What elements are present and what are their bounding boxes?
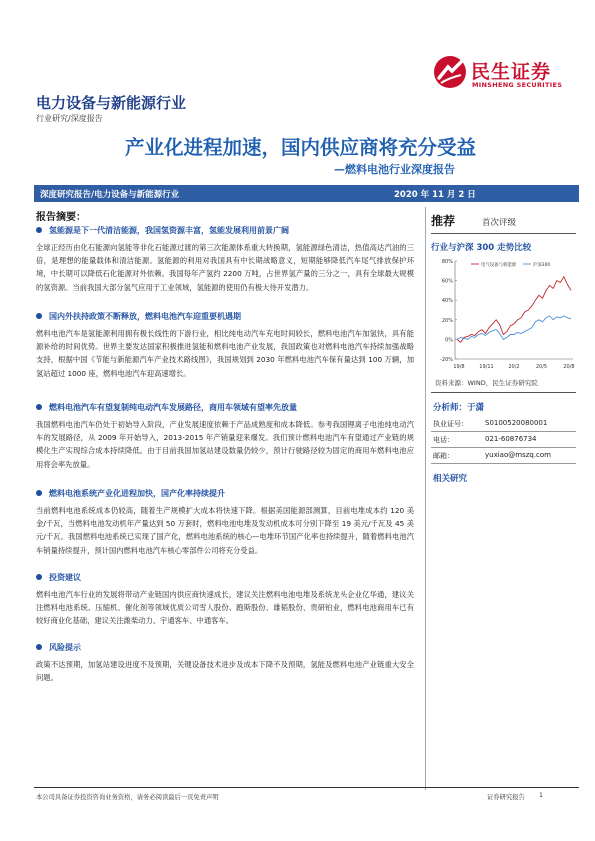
- header-bar-date: 2020 年 11 月 2 日: [394, 190, 476, 200]
- divider: [431, 463, 576, 464]
- y-tick-label: 40%: [441, 298, 453, 305]
- series-line-0: [457, 277, 571, 343]
- divider: [431, 431, 576, 432]
- section-heading: 风险提示: [36, 641, 414, 654]
- section-body: 燃料电池汽车行业的发展将带动产业链国内供应商快速成长，建议关注燃料电池电堆及系统龙头企业亿华通，建议关注燃料电池系统、压缩机、催化剂等领域优质公司雪人股份、跑斯股份、雄韬股份、贵研铂业，燃料电池商用车已有较好商业化基础，建议关注潍柴动力、宇通客车、中通客车。: [36, 590, 414, 626]
- bullet-icon: [36, 490, 42, 496]
- section-heading: 燃料电池汽车有望复制纯电动汽车发展路径，商用车领域有望率先放量: [36, 401, 414, 414]
- section-body: 燃料电池汽车是氢能源利用拥有极长线性的下游行业，相比纯电动汽车充电时间较长，燃料电池汽车加氢快，具有能源补给的时间优势。世界主要发达国家积极推进氢能和燃料电池产业发展，我国政策也对燃料电池汽车持续加强战略支持，根据中国《节能与新能源汽车产业技术路线图》，我国规划到 2030 年燃料电池汽车保有量达到 100 万辆，加氢站超过 1000 座，燃料电池汽车迎高速增长。: [36, 329, 414, 378]
- analyst-heading: 分析师：于潇: [433, 403, 485, 413]
- section-body: 我国燃料电池汽车仍处于初始导入阶段，产业发展速度依赖于产品成熟度和成本降低。参考我国锂离子电池纯电动汽车的发展路径，从 2009 年开始导入，2013-2015 年产销量迎来爆发。我们预计燃料电池汽车有望通过产业链的规模化生产实现综合成本持续降低。由于目前我国加氢站建设数量仍较少，预计行驶路径较为固定的商用车燃料电池应用将会率先放量。: [36, 420, 414, 469]
- analyst-phone-value: 021-60876734: [485, 435, 537, 443]
- abstract-section: [36, 310, 414, 380]
- x-tick-label: 20/5: [535, 364, 548, 370]
- column-divider: [425, 207, 426, 790]
- abstract-section: [36, 401, 414, 471]
- abstract-heading: 报告摘要：: [36, 212, 86, 223]
- section-heading: 投资建议: [36, 571, 414, 584]
- brand-logo: [433, 55, 573, 97]
- y-tick-label: -20%: [440, 357, 453, 363]
- bullet-icon: [36, 313, 42, 319]
- y-tick-label: 80%: [441, 259, 453, 265]
- bullet-icon: [36, 227, 42, 233]
- brand-name-en: MINSHENG SECURITIES: [472, 81, 563, 89]
- x-tick-label: 20/2: [508, 364, 520, 370]
- x-tick-label: 19/11: [479, 364, 494, 370]
- abstract-section: [36, 641, 414, 684]
- report-subtitle: —燃料电池行业深度报告: [334, 163, 455, 176]
- analyst-cert-value: S0100520080001: [485, 419, 548, 427]
- header-bar-category: 深度研究报告/电力设备与新能源行业: [40, 190, 180, 200]
- bullet-icon: [36, 644, 42, 650]
- related-research-heading: 相关研究: [433, 474, 468, 484]
- footer-divider: [34, 787, 579, 788]
- footer-disclaimer: 本公司具备证券投资咨询业务资格，请务必阅读最后一页免责声明: [36, 794, 219, 801]
- section-body: 全球正经历由化石能源向氢能等非化石能源过渡的第三次能源体系重大转换期，氢能源绿色清洁，热值高达汽油的三倍，是理想的能量载体和清洁能源。氢能源的利用对我国具有中长期战略意义，短期能够降低汽车尾气排放保护环境，中长期可以降低石化能源对外依赖。我国每年产氢约 2200 万吨，占世界氢产量的三分之一，具有全球最大规模的氢资源。当前我国大部分氢气应用于工业领域，氢能源的使用仍有极大待开发潜力。: [36, 243, 414, 292]
- page-number: 1: [539, 792, 544, 799]
- chart-title: 行业与沪深 300 走势比较: [431, 243, 532, 253]
- section-heading: 燃料电池系统产业化进程加快，国产化率持续提升: [36, 487, 414, 500]
- section-body: 当前燃料电池系统成本仍较高，随着生产规模扩大成本将快速下降。根据美国能源部测算，目前电堆成本约 120 美金/千瓦，当燃料电池发动机年产量达到 50 万套时，燃料电池电堆及发动机成本可分别下降至 19 美元/千瓦及 45 美元/千瓦。我国燃料电池系统已实现了国产化，燃料电池系统的核心—电堆环节国产化率也持续提升，随着燃料电池汽车销量持续提升，预计国内燃料电池汽车核心零部件公司将充分受益。: [36, 506, 414, 555]
- divider: [431, 392, 576, 393]
- analyst-phone-key: 电话：: [433, 436, 454, 444]
- report-title: 产业化进程加速，国内供应商将充分受益: [124, 136, 476, 159]
- rating-label: 推荐: [431, 214, 456, 228]
- legend-label: 沪深300: [533, 263, 551, 268]
- footer-report-label: 证券研究报告: [487, 794, 525, 801]
- industry-title: 电力设备与新能源行业: [36, 94, 187, 112]
- legend-label: 电气设备与新能源: [481, 263, 517, 268]
- x-tick-label: 20/8: [563, 364, 575, 370]
- brand-name-cn: 民生证券: [471, 61, 552, 83]
- divider: [431, 447, 576, 448]
- minsheng-logo-icon: [433, 55, 467, 89]
- x-tick-label: 19/8: [453, 364, 465, 370]
- report-type: 行业研究/深度报告: [36, 114, 103, 123]
- y-tick-label: 0%: [445, 337, 453, 344]
- trend-chart: [431, 255, 577, 373]
- section-body: 政策不达预期，加氢站建设进度不及预期，关键设备技术进步及成本下降不及预期，氢能及燃料电池产业链重大安全问题。: [36, 660, 414, 683]
- y-tick-label: 60%: [441, 278, 453, 285]
- bullet-icon: [36, 404, 42, 410]
- rating-value: 首次评级: [482, 218, 517, 228]
- section-heading: 国内外扶持政策不断释放，燃料电池汽车迎重要机遇期: [36, 310, 414, 323]
- y-tick-label: 20%: [441, 317, 453, 324]
- abstract-section: [36, 487, 414, 557]
- bullet-icon: [36, 574, 42, 580]
- analyst-email-value[interactable]: yuxiao@mszq.com: [485, 451, 551, 459]
- abstract-section: [36, 224, 414, 294]
- chart-source: 资料来源：WIND，民生证券研究院: [435, 379, 538, 387]
- section-heading: 氢能源是下一代清洁能源，我国氢资源丰富，氢能发展利用前景广阔: [36, 224, 414, 237]
- analyst-email-key: 邮箱：: [433, 452, 454, 460]
- series-line-1: [457, 316, 571, 340]
- divider: [431, 233, 576, 234]
- abstract-section: [36, 571, 414, 628]
- analyst-cert-key: 执业证号：: [433, 420, 468, 428]
